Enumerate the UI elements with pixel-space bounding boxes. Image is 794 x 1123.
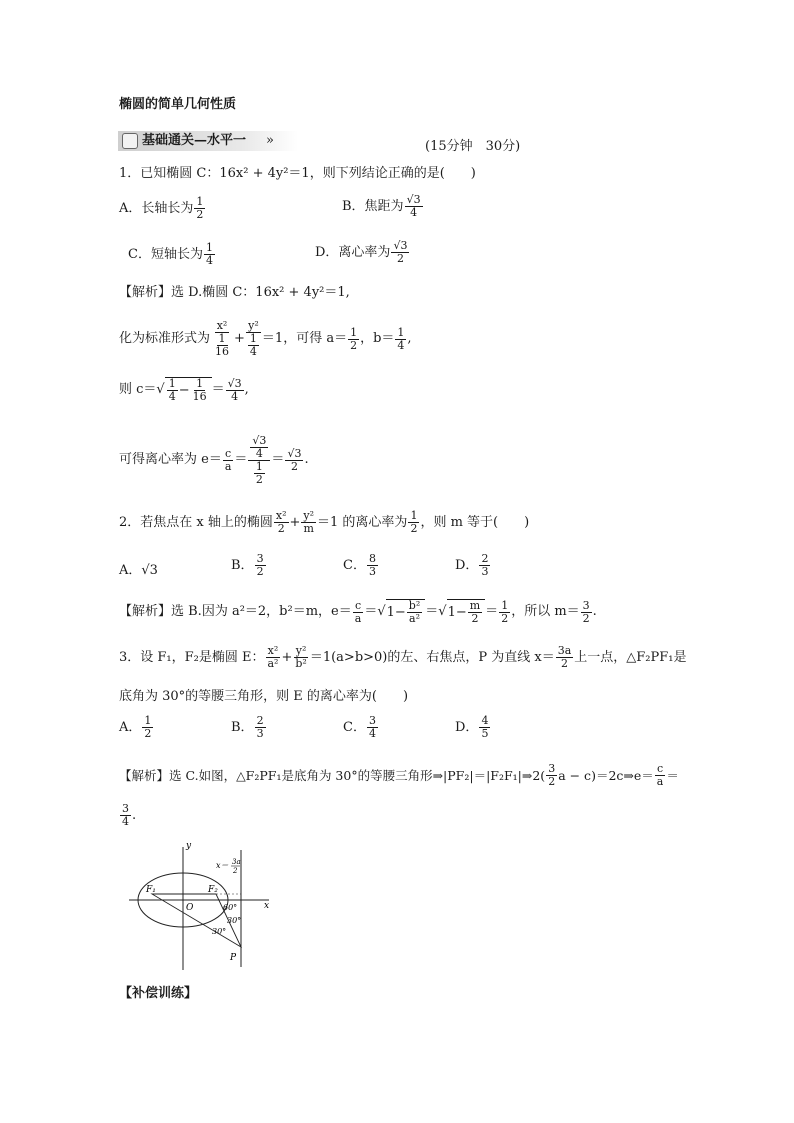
arrows-icon: »	[266, 133, 274, 148]
q1-analysis-line1: 【解析】选 D.椭圆 C：16x² + 4y²＝1,	[119, 285, 350, 300]
q3-stem: 3．设 F₁，F₂是椭圆 E： $\frac{\text{x²}}{\text{a²}}$ + $\frac{\text{y²}}{\text{b²}}$ ＝1(a>b>0)的左、右焦点，P 为直线 x＝ $\frac{3a}{2}$ 上一点，△F₂PF₁是	[119, 644, 687, 670]
directrix-label: x＝	[216, 861, 229, 870]
q1-option-d: D．离心率为 $\frac{√3}{2}$	[315, 239, 408, 265]
directrix-label-num: 3a	[232, 858, 241, 866]
timing-text: (15分钟 30分)	[425, 139, 521, 154]
q1-analysis-line4: 可得离心率为 e＝ $\frac{c}{a}$ ＝ $\frac{\frac{√3}{4}}{\frac{1}{2}}$ ＝ $\frac{√3}{2}$ .	[119, 433, 309, 486]
q3-analysis-result: $\frac{3}{4}$ .	[122, 802, 137, 828]
std-form-y: $\frac{\text{y²}}{\frac{1}{4}}$	[248, 319, 259, 358]
q2-option-a: A．√3	[119, 563, 158, 578]
y-axis-label: y	[186, 842, 192, 851]
q2-option-c: C． $\frac{8}{3}$	[343, 552, 376, 578]
q1-stem: 1．已知椭圆 C：16x² + 4y²＝1，则下列结论正确的是( )	[119, 166, 476, 181]
f1-label: F₁	[146, 885, 156, 895]
f2-label: F₂	[208, 885, 218, 895]
bulb-icon	[122, 133, 138, 149]
q3-analysis: 【解析】选 C.如图，△F₂PF₁是底角为 30°的等腰三角形⇒|PF₂|＝|F₂F₁|⇒2 ( $\frac{3}{2}$ a − c ) ＝2c⇒e＝ $\frac{c}{a}$ ＝	[119, 762, 679, 788]
supplementary-heading: 【补偿训练】	[119, 986, 198, 1001]
q1-option-a: A．长轴长为 $\frac{1}{2}$	[119, 195, 204, 221]
angle-30-label-a: 30°	[227, 916, 242, 925]
x-axis-label: x	[264, 901, 270, 911]
p-label: P	[230, 953, 237, 963]
ellipse-figure	[124, 842, 274, 972]
q2-stem: 2．若焦点在 x 轴上的椭圆 $\frac{\text{x²}}{2}$ + $\frac{\text{y²}}{m}$ ＝1 的离心率为 $\frac{1}{2}$ ，则 m 等于( )	[119, 509, 530, 535]
q1-option-b: B．焦距为 $\frac{√3}{4}$	[342, 193, 421, 219]
page-title: 椭圆的简单几何性质	[119, 97, 237, 112]
q2-option-b: B． $\frac{3}{2}$	[231, 552, 264, 578]
q2-option-d: D． $\frac{2}{3}$	[455, 552, 489, 578]
q3-option-d: D． $\frac{4}{5}$	[455, 714, 489, 740]
angle-30-label-b: 30°	[212, 927, 227, 936]
q1-analysis-line2: 化为标准形式为 $\frac{\text{x²}}{\frac{1}{16}}$ + $\frac{\text{y²}}{\frac{1}{4}}$ ＝1，可得 a＝ $\frac{1}{2}$ ，b＝ $\frac{1}{4}$ ,	[119, 319, 412, 358]
q2-analysis: 【解析】选 B.因为 a²＝2，b²＝m，e＝ $\frac{c}{a}$ ＝ √ 1− $\frac{\text{b²}}{\text{a²}}$ ＝ √ 1− $\frac{m}{2}$ ＝ $\frac{1}{2}$ ，所以 m＝ $\frac{3}{2}$ .	[119, 598, 597, 625]
q3-option-b: B． $\frac{2}{3}$	[231, 714, 264, 740]
q3-option-c: C． $\frac{3}{4}$	[343, 714, 376, 740]
q1-option-c: C．短轴长为 $\frac{1}{4}$	[128, 241, 213, 267]
angle-60-label: 60°	[223, 903, 238, 912]
std-form-x: $\frac{\text{x²}}{\frac{1}{16}}$	[215, 319, 230, 358]
origin-label: O	[186, 903, 194, 913]
q1-analysis-line3: 则 c＝ √ $\frac{1}{4}$ − $\frac{1}{16}$ ＝ $\frac{√3}{4}$ ,	[119, 376, 249, 403]
q3-option-a: A． $\frac{1}{2}$	[119, 714, 152, 740]
q3-stem-line2: 底角为 30°的等腰三角形，则 E 的离心率为( )	[119, 689, 409, 704]
directrix-label-den: 2	[233, 867, 238, 875]
section-banner-label: 基础通关—水平一	[142, 133, 247, 148]
